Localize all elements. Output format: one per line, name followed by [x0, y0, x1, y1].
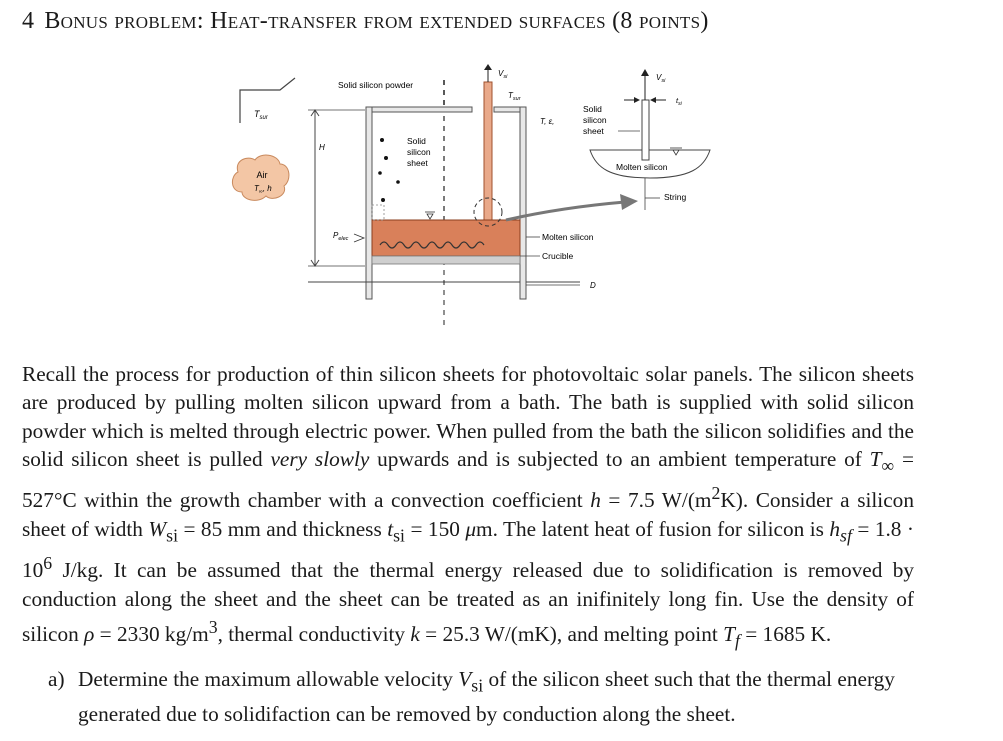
inset-vsi: $V_{si}$	[656, 73, 666, 84]
chamber-top-left	[372, 107, 472, 112]
sheet-left-label-1: Solid	[407, 136, 426, 146]
chamber-left-wall	[366, 107, 372, 299]
part-a	[48, 665, 914, 728]
para-text: Recall the process for production of thin silicon sheets for photovoltaic solar panels. The silicon sheets are produced by pulling molten silicon upward from a bath. The bath is supplied with solid silicon powder which is melted through electric power. When pulled from the bath the silicon solidifies and the solid silicon sheet is pulled	[22, 362, 914, 471]
chamber-right-wall	[520, 107, 526, 299]
h-label: H	[319, 143, 325, 152]
para-text: = 527°C within the growth chamber with a convection coefficient	[22, 446, 914, 513]
air-props: $T_\infty$, h	[254, 184, 272, 195]
symbol: t	[387, 516, 394, 541]
crucible-label: Crucible	[542, 251, 574, 261]
pelec-label: $P_{elec}$	[333, 231, 349, 242]
para-text: J/kg. It can be assumed that the thermal energy released due to solidification is removed by conduction along the sheet and the sheet can be treated as an inifinitely long fin. Use the density of silicon	[22, 558, 914, 647]
symbol: h	[829, 516, 841, 541]
heading-part: B	[44, 8, 61, 34]
para-emphasis: very slowly	[270, 446, 370, 471]
tsur-label: $T_{sur}$	[254, 109, 268, 121]
problem-number: 4	[22, 8, 35, 34]
powder-label: Solid silicon powder	[338, 80, 414, 90]
symbol-sub: si	[393, 525, 405, 546]
tsur-top-label: $T_{sur}$	[508, 91, 521, 102]
para-text: = 1685 K.	[739, 622, 832, 647]
inset-tsi: $t_{si}$	[676, 96, 682, 107]
symbol: μ	[465, 516, 477, 541]
symbol: V	[458, 667, 472, 691]
symbol-sub: si	[471, 675, 484, 696]
inset-sheet-1: Solid	[583, 104, 602, 114]
para-text: , thermal conductivity	[217, 622, 411, 647]
para-text: = 85 mm and thickness	[178, 516, 388, 541]
para-text: = 25.3 W/(mK), and melting point	[419, 622, 724, 647]
heading-part: points	[639, 8, 701, 34]
part-text: of the silicon sheet such that the thermal energy generated due to solidifaction can be removed by conduction along the sheet.	[78, 667, 895, 726]
para-text: = 2330 kg/m	[94, 622, 209, 647]
sheet-left-label-2: silicon	[407, 147, 431, 157]
part-text: Determine the maximum allowable velocity	[78, 667, 459, 691]
symbol: W	[148, 516, 167, 541]
molten-label: Molten silicon	[542, 232, 594, 242]
part-a-label: a)	[48, 667, 65, 691]
symbol-sub: sf	[840, 525, 852, 546]
symbol: k	[410, 622, 420, 647]
symbol-sup: 6	[43, 553, 53, 574]
problem-statement	[22, 360, 914, 655]
heading-part: onus problem	[60, 8, 197, 34]
heading-part: : H	[196, 8, 228, 34]
symbol-sup: 3	[208, 617, 218, 638]
vsi-label: $V_{si}$	[498, 69, 508, 80]
para-text: upwards and is subjected to an ambient temperature of	[369, 446, 870, 471]
heading-part: eat-transfer from extended surfaces	[227, 8, 606, 34]
symbol-sub: ∞	[881, 455, 895, 476]
d-label: D	[590, 281, 596, 290]
symbol-sup: 2	[711, 483, 721, 504]
symbol: ρ	[84, 622, 95, 647]
inset-sheet-2: silicon	[583, 115, 607, 125]
inset-molten: Molten silicon	[616, 162, 668, 172]
figure-svg	[220, 60, 720, 330]
heading-part: )	[700, 8, 709, 34]
symbol: h	[590, 488, 601, 513]
symbol-sub: f	[734, 630, 740, 651]
sheet-left-label-3: sheet	[407, 158, 428, 168]
inset-string: String	[664, 192, 687, 202]
para-text: K). Consider a silicon sheet of width	[22, 488, 914, 541]
para-text: = 150	[404, 516, 466, 541]
crucible-base	[372, 256, 520, 264]
inset-sheet	[642, 100, 649, 160]
part-a-text	[78, 665, 914, 728]
inset-sheet-3: sheet	[583, 126, 604, 136]
molten-bath	[372, 220, 520, 256]
para-text: = 1.8 · 10	[22, 516, 914, 583]
chamber-top-right	[494, 107, 520, 112]
t-eps-label: T, ε,	[540, 117, 555, 126]
symbol-sub: si	[166, 525, 178, 546]
process-figure	[220, 60, 720, 330]
heading-part: (8	[605, 8, 640, 34]
air-label: Air	[256, 170, 268, 180]
para-text: m. The latent heat of fusion for silicon is	[476, 516, 830, 541]
para-text: = 7.5 W/(m	[600, 488, 712, 513]
symbol: T	[723, 622, 735, 647]
symbol: T	[869, 446, 882, 471]
problem-heading	[22, 8, 709, 35]
